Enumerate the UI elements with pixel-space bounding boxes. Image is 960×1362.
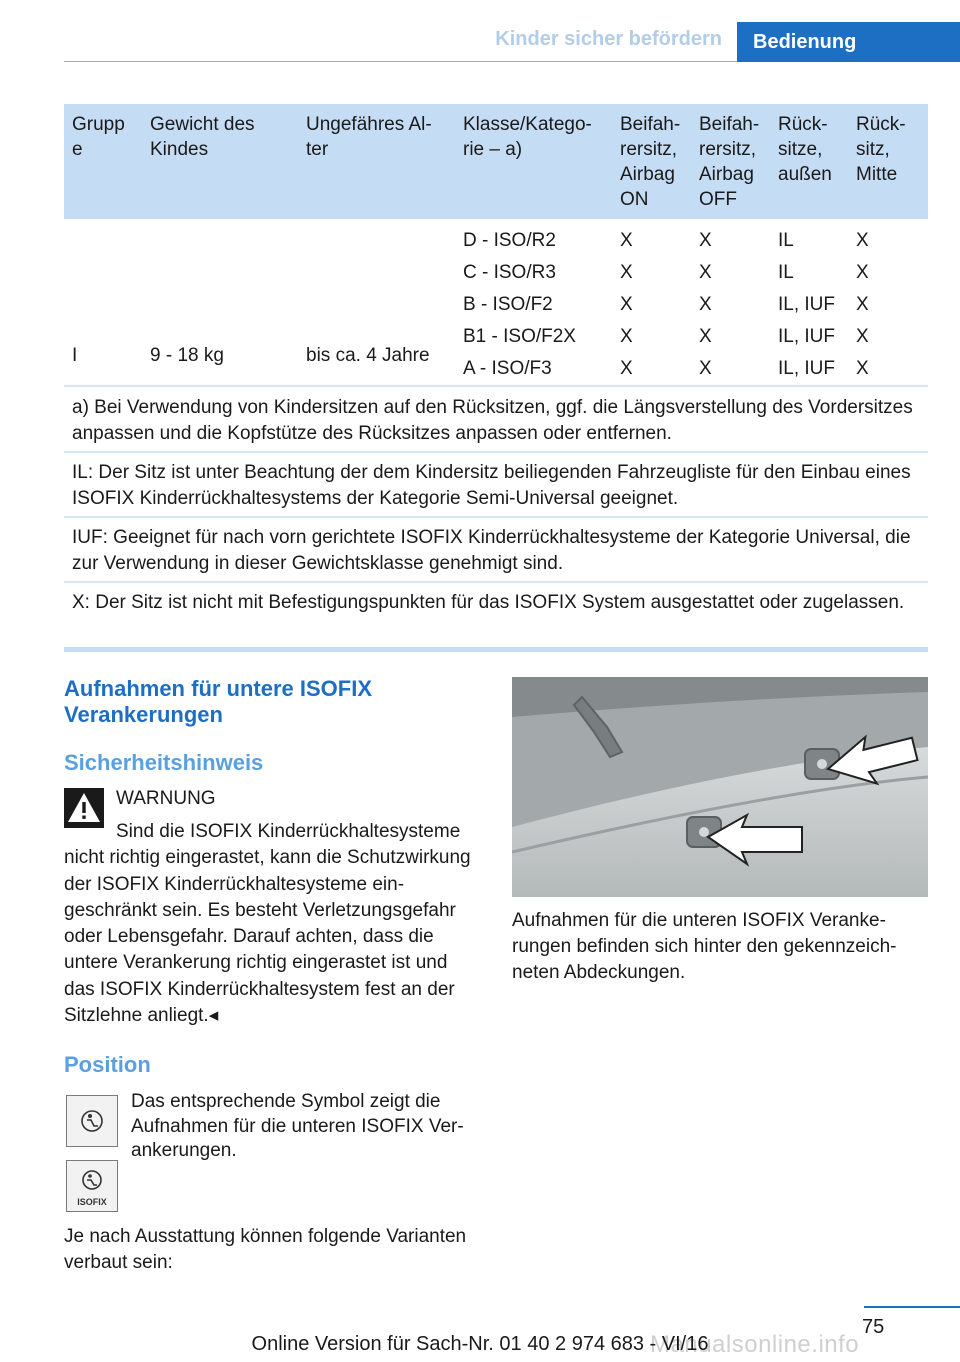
- cell-airbag-off: X: [699, 358, 712, 379]
- page-header: [0, 0, 960, 62]
- cell-rear-middle: X: [856, 358, 869, 379]
- cell-weight: 9 - 18 kg: [150, 345, 224, 366]
- cell-airbag-off: X: [699, 326, 712, 347]
- variants-text: Je nach Ausstattung können folgende Varianten verbaut sein:: [64, 1226, 467, 1273]
- footnote-a: a) Bei Verwendung von Kindersitzen auf den Rücksitzen, ggf. die Längsverstellung des Vordersitzes anpassen und die Kopfstütze des Rücksitzes anpassen oder entfernen.: [72, 397, 913, 444]
- warning-label: WARNUNG: [116, 788, 216, 809]
- cell-rear-middle: X: [856, 326, 869, 347]
- cell-airbag-on: X: [620, 294, 633, 315]
- cell-rear-middle: X: [856, 262, 869, 283]
- cell-rear-middle: X: [856, 294, 869, 315]
- isofix-anchor-photo: [512, 677, 928, 897]
- footnote-il: IL: Der Sitz ist unter Beachtung der dem Kindersitz beiliegenden Fahrzeugliste für den Einbau eines ISOFIX Kinderrückhaltesystems der Kategorie Semi-Universal geeignet.: [72, 462, 911, 509]
- divider: [64, 516, 928, 518]
- footer-text: Online Version für Sach-Nr. 01 40 2 974 683 - VI/16: [251, 1333, 709, 1355]
- cell-group: I: [72, 345, 78, 366]
- divider: [64, 451, 928, 453]
- divider: [64, 385, 928, 387]
- col-front-airbag-on: Beifah- rersitz, Airbag ON: [620, 114, 681, 210]
- cell-rear-outer: IL: [778, 262, 794, 283]
- photo-caption: Aufnahmen für die unteren ISOFIX Verankerungen befinden sich hinter den gekennzeichneten Abdeckungen.: [512, 910, 897, 983]
- chapter-tab: Bedienung: [737, 22, 960, 62]
- position-heading: Position: [64, 1052, 151, 1077]
- cell-class: B - ISO/F2: [463, 294, 553, 315]
- isofix-icon-label: ISOFIX: [77, 1197, 107, 1207]
- cell-airbag-off: X: [699, 262, 712, 283]
- divider: [64, 581, 928, 583]
- cell-rear-outer: IL: [778, 230, 794, 251]
- child-seat-icon: [66, 1095, 118, 1147]
- col-rear-outer: Rück- sitze, außen: [778, 114, 832, 185]
- table-header: [64, 104, 928, 219]
- cell-age: bis ca. 4 Jahre: [306, 345, 430, 366]
- cell-airbag-on: X: [620, 230, 633, 251]
- cell-rear-outer: IL, IUF: [778, 358, 836, 379]
- col-weight: Gewicht des Kindes: [150, 114, 255, 160]
- cell-class: A - ISO/F3: [463, 358, 552, 379]
- cell-airbag-off: X: [699, 230, 712, 251]
- cell-rear-outer: IL, IUF: [778, 294, 836, 315]
- footer-rule: [864, 1306, 960, 1308]
- col-age: Ungefähres Al- ter: [306, 114, 432, 160]
- page-number: 75: [862, 1316, 885, 1338]
- cell-class: D - ISO/R2: [463, 230, 556, 251]
- col-group: Grupp e: [72, 114, 125, 160]
- header-rule: [64, 61, 737, 62]
- watermark: Manualsonline.info: [650, 1331, 860, 1358]
- cell-class: B1 - ISO/F2X: [463, 326, 576, 347]
- cell-airbag-on: X: [620, 326, 633, 347]
- footnote-x: X: Der Sitz ist nicht mit Befestigungspunkten für das ISOFIX System ausgestattet oder zugelassen.: [72, 592, 905, 613]
- cell-class: C - ISO/R3: [463, 262, 556, 283]
- cell-airbag-off: X: [699, 294, 712, 315]
- col-front-airbag-off: Beifah- rersitz, Airbag OFF: [699, 114, 760, 210]
- col-class: Klasse/Katego- rie – a): [463, 114, 592, 160]
- cell-rear-outer: IL, IUF: [778, 326, 836, 347]
- cell-airbag-on: X: [620, 262, 633, 283]
- warning-text: Sind die ISOFIX Kinderrückhaltesysteme nicht richtig eingerastet, kann die Schutzwirkung der ISOFIX Kinderrückhaltesysteme eingeschränkt sein. Es besteht Verletzungsgefahr oder Lebensgefahr. Darauf achten, dass die untere Verankerung richtig eingerastet ist und das ISOFIX Kinderrückhaltesystem fest an der Sitzlehne anliegt.◂: [64, 821, 471, 1027]
- section-title: Kinder sicher befördern: [495, 28, 722, 50]
- cell-rear-middle: X: [856, 230, 869, 251]
- footnote-iuf: IUF: Geeignet für nach vorn gerichtete ISOFIX Kinderrückhaltesysteme der Kategorie Universal, die zur Verwendung in dieser Gewichtsklasse genehmigt sind.: [72, 527, 911, 574]
- table-bottom-rule: [64, 647, 928, 652]
- col-rear-middle: Rück- sitz, Mitte: [856, 114, 906, 185]
- safety-heading: Sicherheitshinweis: [64, 750, 264, 775]
- cell-airbag-on: X: [620, 358, 633, 379]
- section-heading: Aufnahmen für untere ISOFIX Verankerungen: [64, 676, 373, 727]
- position-text: Das entsprechende Symbol zeigt die Aufnahmen für die unteren ISOFIX Verankerungen.: [131, 1091, 464, 1161]
- isofix-icon: [66, 1160, 118, 1212]
